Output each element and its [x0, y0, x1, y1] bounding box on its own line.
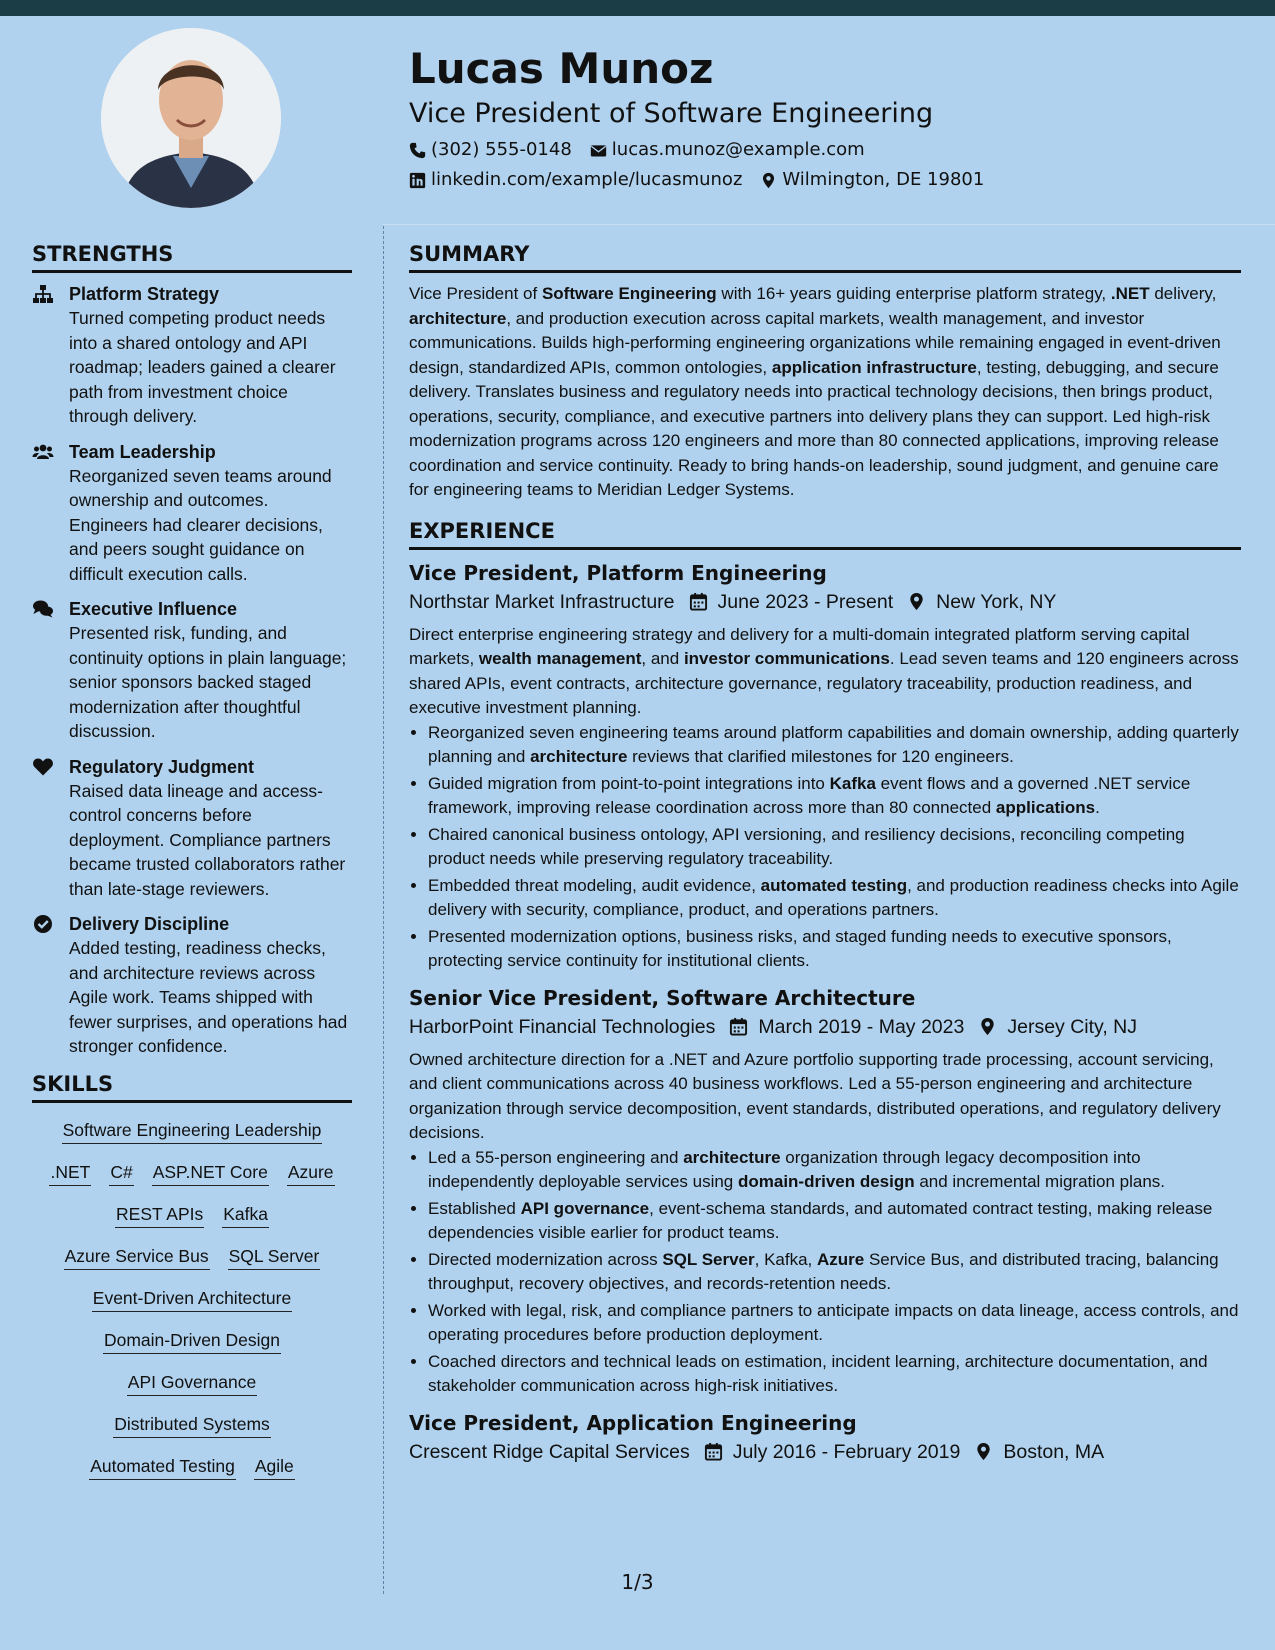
- resume-header: [409, 40, 1229, 192]
- strength-body: [69, 755, 352, 902]
- strength-body: [69, 440, 352, 587]
- job-title: Vice President, Application Engineering: [409, 1410, 857, 1435]
- job-company: Northstar Market Infrastructure: [409, 590, 675, 613]
- job-bullet: • Chaired canonical business ontology, API versioning, and resiliency decisions, reconciling competing product needs while preserving regulatory traceability.: [428, 823, 1241, 872]
- strength-body: [69, 597, 352, 744]
- summary-text: Vice President of Software Engineering with 16+ years guiding enterprise platform strategy, .NET delivery, architecture, and production execution across capital markets, wealth management, and investor communications. Builds high-performing engineering organizations while remaining engaged in event-driven design, standardized APIs, common ontologies, application infrastructure, testing, debugging, and secure delivery. Translates business and regulatory needs into practical technology decisions, then brings product, operations, security, compliance, and executive partners into delivery plans they can support. Led high-risk modernization programs across 120 engineers and more than 80 connected applications, improving release coordination and service continuity. Ready to bring hands-on leadership, sound judgment, and genuine care for engineering teams to Meridian Ledger Systems.: [409, 284, 1221, 499]
- phone-icon: [409, 142, 426, 159]
- job-meta: [409, 1012, 1241, 1042]
- profile-photo: [101, 28, 281, 208]
- phone-text: (302) 555-0148: [431, 139, 572, 160]
- strength-item: [32, 755, 352, 902]
- job-title: Vice President, Platform Engineering: [409, 560, 827, 585]
- location-text: Wilmington, DE 19801: [782, 169, 985, 190]
- job-dates-text: March 2019 - May 2023: [758, 1015, 965, 1038]
- page-number: 1/3: [621, 1570, 654, 1594]
- job-bullet-emphasis: API governance: [520, 1198, 650, 1218]
- job-bullet: • Established API governance, event-schema standards, and automated contract testing, making release dependencies visible earlier for product teams.: [428, 1197, 1241, 1246]
- job-description-emphasis: investor communications: [683, 649, 890, 668]
- job-location-text: Jersey City, NJ: [1007, 1015, 1138, 1038]
- job-location-text: New York, NY: [936, 590, 1057, 613]
- top-accent-bar: [0, 0, 1275, 16]
- candidate-title: Vice President of Software Engineering: [409, 98, 934, 129]
- strength-description: Reorganized seven teams around ownership and outcomes. Engineers had clearer decisions, and peers sought guidance on difficult execution calls.: [69, 465, 332, 584]
- strengths-heading: STRENGTHS: [32, 240, 352, 273]
- job-dates-text: July 2016 - February 2019: [732, 1440, 961, 1463]
- strength-item: [32, 440, 352, 587]
- summary-heading: SUMMARY: [409, 240, 1241, 273]
- skill-row: [32, 1202, 352, 1228]
- skill-tag: Agile: [254, 1454, 295, 1480]
- strength-description: Presented risk, funding, and continuity options in plain language; senior sponsors backed staged modernization after thoughtful discussion.: [69, 623, 347, 741]
- email-text: lucas.munoz@example.com: [611, 139, 865, 160]
- skill-row: [32, 1286, 352, 1312]
- header-divider: [383, 224, 1275, 225]
- summary-emphasis: architecture: [409, 308, 507, 328]
- left-column: [32, 240, 352, 1496]
- job-entry: [409, 984, 1241, 1399]
- job-bullet-emphasis: automated testing: [760, 875, 908, 895]
- strength-body: [69, 912, 352, 1059]
- job-bullet: • Embedded threat modeling, audit evidence, automated testing, and production readiness checks into Agile delivery with security, compliance, product, and operations partners.: [428, 874, 1241, 923]
- linkedin-icon: [409, 172, 426, 189]
- skill-tag: Azure Service Bus: [64, 1244, 210, 1270]
- job-meta: [409, 1437, 1241, 1467]
- strength-title: Executive Influence: [69, 599, 238, 619]
- calendar-icon: [729, 1017, 748, 1036]
- column-divider: [383, 226, 384, 1594]
- job-bullet-emphasis: architecture: [530, 747, 628, 766]
- map-pin-icon: [907, 592, 926, 611]
- job-description: Direct enterprise engineering strategy and delivery for a multi-domain integrated platform serving capital markets, wealth management, and investor communications. Lead seven teams and 120 engineers across shared APIs, event contracts, architecture governance, regulatory traceability, production readiness, and executive investment planning.: [409, 624, 1239, 717]
- strength-description: Raised data lineage and access-control concerns before deployment. Compliance partners became trusted collaborators rather than late-stage reviewers.: [69, 780, 346, 899]
- skill-row: [32, 1244, 352, 1270]
- job-location: [978, 1012, 1137, 1042]
- skill-tag: ASP.NET Core: [152, 1160, 269, 1186]
- job-bullet: • Guided migration from point-to-point integrations into Kafka event flows and a governed .NET service framework, improving release coordination across more than 80 connected applications.: [428, 772, 1241, 821]
- skill-row: [32, 1412, 352, 1438]
- job-entry: [409, 1409, 1241, 1467]
- skill-tag: Azure: [287, 1160, 335, 1186]
- job-bullet: • Led a 55-person engineering and architecture organization through legacy decomposition into independently deployable services using domain-driven design and incremental migration plans.: [428, 1146, 1241, 1195]
- job-location: [974, 1437, 1104, 1467]
- job-dates-text: June 2023 - Present: [717, 590, 894, 613]
- strength-item: [32, 282, 352, 429]
- job-bullet-emphasis: applications: [995, 798, 1096, 817]
- skill-tag: Software Engineering Leadership: [62, 1118, 323, 1144]
- strengths-list: [32, 282, 352, 1059]
- job-description-emphasis: wealth management: [478, 649, 642, 668]
- map-pin-icon: [760, 172, 777, 189]
- strength-item: [32, 597, 352, 744]
- summary-emphasis: .NET: [1110, 284, 1150, 303]
- strength-description: Turned competing product needs into a shared ontology and API roadmap; leaders gained a clearer path from investment choice through delivery.: [69, 308, 336, 426]
- job-title: Senior Vice President, Software Architecture: [409, 985, 916, 1010]
- skill-row: [32, 1118, 352, 1144]
- job-bullet: • Worked with legal, risk, and compliance partners to anticipate impacts on data lineage, access controls, and operating procedures before production deployment.: [428, 1299, 1241, 1348]
- calendar-icon: [689, 592, 708, 611]
- map-pin-icon: [978, 1017, 997, 1036]
- skill-tag: Automated Testing: [89, 1454, 236, 1480]
- strength-item: [32, 912, 352, 1059]
- map-pin-icon: [974, 1442, 993, 1461]
- job-bullet-emphasis: domain-driven design: [737, 1172, 915, 1191]
- skills-list: [32, 1112, 352, 1480]
- strength-title: Team Leadership: [69, 441, 216, 462]
- skill-tag: Distributed Systems: [113, 1412, 271, 1438]
- job-description: Owned architecture direction for a .NET and Azure portfolio supporting trade processing, account servicing, and client communications across 40 business workflows. Led a 55-person engineering and architecture organization through service decomposition, event standards, distributed operations, and regulatory delivery decisions.: [409, 1049, 1221, 1142]
- contact-row-2: [409, 168, 1229, 192]
- job-dates: [689, 587, 894, 617]
- summary-emphasis: application infrastructure: [771, 357, 977, 377]
- linkedin-contact[interactable]: [409, 168, 742, 192]
- job-bullet: • Presented modernization options, business risks, and staged funding needs to executive sponsors, protecting service continuity for institutional clients.: [428, 925, 1241, 974]
- skill-tag: REST APIs: [115, 1202, 204, 1228]
- strength-description: Added testing, readiness checks, and architecture reviews across Agile work. Teams shipped with fewer surprises, and operations had stronger confidence.: [69, 938, 348, 1056]
- heart-icon: [32, 755, 56, 902]
- strength-body: [69, 282, 352, 429]
- users-icon: [32, 440, 56, 587]
- skill-tag: Event-Driven Architecture: [92, 1286, 292, 1312]
- summary-emphasis: Software Engineering: [541, 284, 717, 303]
- contact-row-1: [409, 138, 1229, 162]
- job-bullet-emphasis: architecture: [683, 1147, 781, 1167]
- skill-tag: Domain-Driven Design: [103, 1328, 281, 1354]
- job-dates: [729, 1012, 964, 1042]
- job-bullet-emphasis: Kafka: [829, 773, 876, 793]
- job-location-text: Boston, MA: [1003, 1440, 1105, 1463]
- strength-title: Regulatory Judgment: [69, 756, 255, 777]
- skill-tag: SQL Server: [228, 1244, 321, 1270]
- job-bullet: • Directed modernization across SQL Server, Kafka, Azure Service Bus, and distributed tracing, balancing throughput, recovery objectives, and records-retention needs.: [428, 1248, 1241, 1297]
- skill-tag: Kafka: [222, 1202, 269, 1228]
- check-circle-icon: [32, 912, 56, 1059]
- job-company: HarborPoint Financial Technologies: [409, 1015, 716, 1038]
- comments-icon: [32, 597, 56, 744]
- job-bullet-emphasis: Azure: [817, 1249, 865, 1269]
- skills-heading: SKILLS: [32, 1070, 352, 1103]
- right-column: [409, 240, 1241, 1473]
- skill-row: [32, 1454, 352, 1480]
- job-bullets: [409, 1146, 1241, 1399]
- location-contact: [760, 168, 984, 192]
- job-company: Crescent Ridge Capital Services: [409, 1440, 690, 1463]
- strength-title: Delivery Discipline: [69, 914, 230, 934]
- skill-tag: API Governance: [127, 1370, 257, 1396]
- skill-tag: C#: [109, 1160, 133, 1186]
- experience-heading: EXPERIENCE: [409, 517, 1241, 550]
- envelope-icon: [590, 142, 607, 159]
- candidate-name: Lucas Munoz: [409, 44, 714, 93]
- job-location: [907, 587, 1056, 617]
- linkedin-text: linkedin.com/example/lucasmunoz: [431, 169, 743, 190]
- job-dates: [704, 1437, 961, 1467]
- phone-contact[interactable]: [409, 138, 572, 162]
- skill-tag: .NET: [49, 1160, 91, 1186]
- strength-title: Platform Strategy: [69, 284, 220, 304]
- calendar-icon: [704, 1442, 723, 1461]
- sitemap-icon: [32, 282, 56, 429]
- skill-row: [32, 1160, 352, 1186]
- skill-row: [32, 1370, 352, 1396]
- email-contact[interactable]: [590, 138, 865, 162]
- experience-list: [409, 559, 1241, 1467]
- job-entry: [409, 559, 1241, 974]
- job-bullets: [409, 721, 1241, 974]
- job-meta: [409, 587, 1241, 617]
- job-bullet: • Coached directors and technical leads on estimation, incident learning, architecture documentation, and stakeholder communication across high-risk initiatives.: [428, 1350, 1241, 1399]
- job-bullet: • Reorganized seven engineering teams around platform capabilities and domain ownership, adding quarterly planning and architecture reviews that clarified milestones for 120 engineers.: [428, 721, 1241, 770]
- skill-row: [32, 1328, 352, 1354]
- job-bullet-emphasis: SQL Server: [662, 1249, 755, 1269]
